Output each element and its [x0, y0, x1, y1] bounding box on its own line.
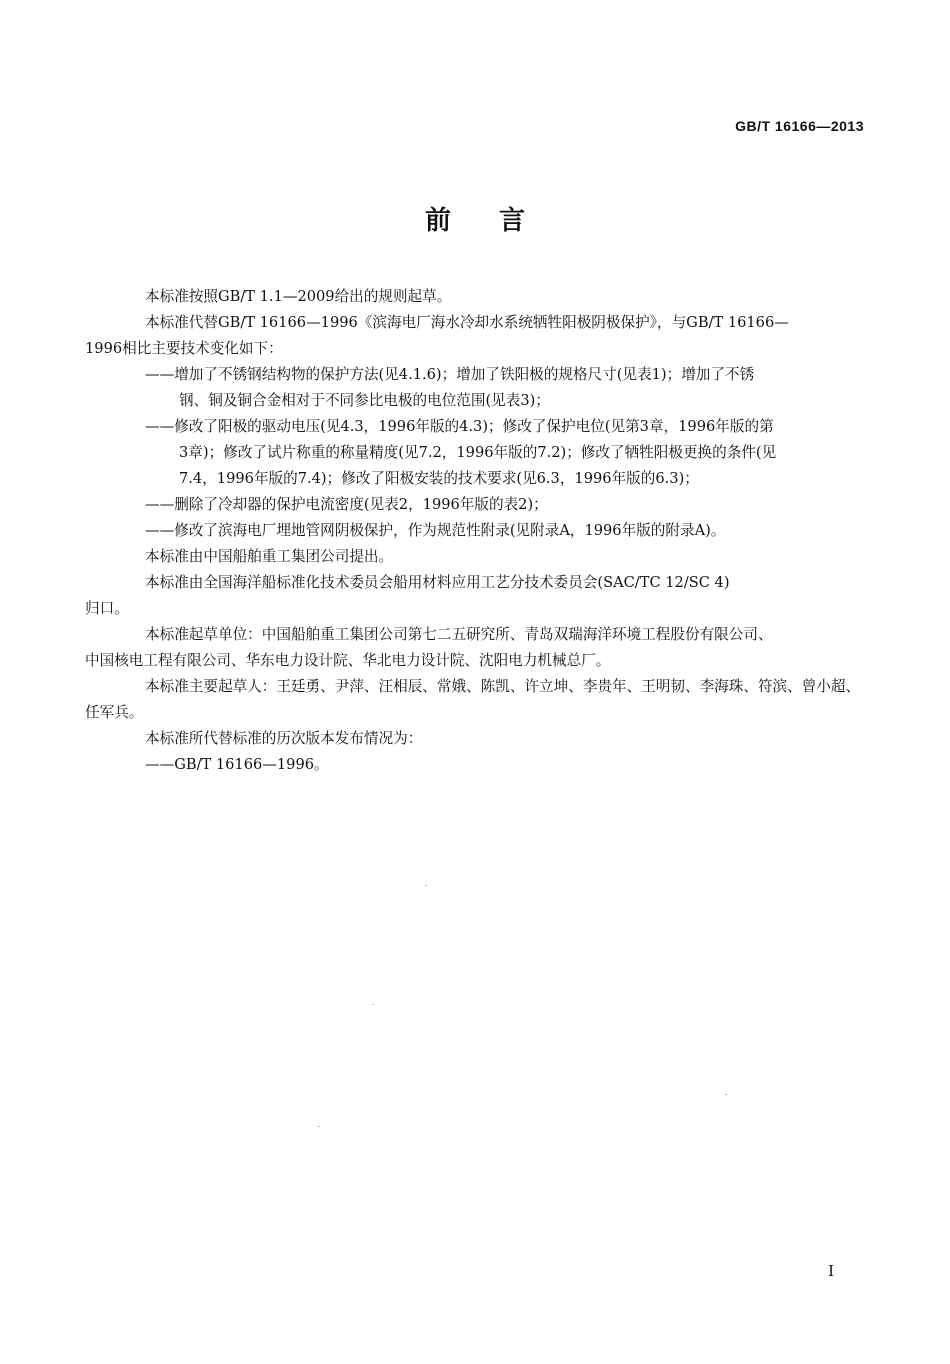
page-title: 前言 — [424, 206, 573, 236]
standard-code: GB/T 16166—2013 — [735, 118, 864, 134]
paragraph-drafters-line-1: 本标准主要起草人：王廷勇、尹萍、汪相辰、常娥、陈凯、许立坤、李贵年、王明韧、李海珠、符滨、曾小超、 — [145, 678, 861, 695]
scan-speck — [372, 1004, 374, 1005]
change-item-1-line-2: 钢、铜及铜合金相对于不同参比电极的电位范围(见表3)； — [179, 392, 550, 409]
paragraph-drafters — [85, 674, 863, 726]
change-item-3: ——删除了冷却器的保护电流密度(见表2，1996年版的表2)； — [145, 496, 548, 513]
scan-speck — [425, 885, 427, 886]
paragraph-drafting-units — [85, 622, 863, 674]
change-item-2 — [115, 414, 863, 492]
paragraph-replaces — [85, 310, 863, 362]
paragraph-replaces-line-1: 本标准代替GB/T 16166—1996《滨海电厂海水冷却水系统牺牲阳极阴极保护》，与GB/T 16166— — [145, 314, 789, 331]
change-item-1 — [115, 362, 863, 414]
history-item-1: ——GB/T 16166—1996。 — [145, 756, 329, 773]
change-item-2-line-3: 7.4，1996年版的7.4)；修改了阳极安装的技术要求(见6.3，1996年版的6.3)； — [179, 470, 699, 487]
change-item-2-line-1: ——修改了阳极的驱动电压(见4.3，1996年版的4.3)；修改了保护电位(见第3章，1996年版的第 — [145, 418, 774, 435]
paragraph-centralized-by-line-1: 本标准由全国海洋船标准化技术委员会船用材料应用工艺分技术委员会(SAC/TC 12/SC 4) — [145, 574, 730, 591]
change-item-4: ——修改了滨海电厂埋地管网阴极保护，作为规范性附录(见附录A，1996年版的附录A)。 — [145, 522, 726, 539]
paragraph-proposed-by: 本标准由中国船舶重工集团公司提出。 — [145, 548, 394, 565]
paragraph-centralized-by-line-2: 归口。 — [85, 600, 129, 617]
paragraph-drafting-units-line-2: 中国核电工程有限公司、华东电力设计院、华北电力设计院、沈阳电力机械总厂。 — [85, 652, 611, 669]
change-item-1-line-1: ——增加了不锈钢结构物的保护方法(见4.1.6)；增加了铁阳极的规格尺寸(见表1)；增加了不锈 — [145, 366, 755, 383]
paragraph-drafting-units-line-1: 本标准起草单位：中国船舶重工集团公司第七二五研究所、青岛双瑞海洋环境工程股份有限公司、 — [145, 626, 773, 643]
scan-speck — [318, 1126, 320, 1127]
document-body — [85, 284, 863, 778]
paragraph-replaces-line-2: 1996相比主要技术变化如下： — [85, 340, 283, 357]
paragraph-history: 本标准所代替标准的历次版本发布情况为： — [145, 730, 423, 747]
paragraph-drafters-line-2: 任军兵。 — [85, 704, 144, 721]
paragraph-centralized-by — [85, 570, 863, 622]
page-number: I — [828, 1262, 834, 1280]
change-item-2-line-2: 3章)；修改了试片称重的称量精度(见7.2，1996年版的7.2)；修改了牺牲阳极更换的条件(见 — [179, 444, 777, 461]
paragraph-drafting-rules: 本标准按照GB/T 1.1—2009给出的规则起草。 — [145, 288, 452, 305]
scan-speck — [725, 1094, 727, 1095]
